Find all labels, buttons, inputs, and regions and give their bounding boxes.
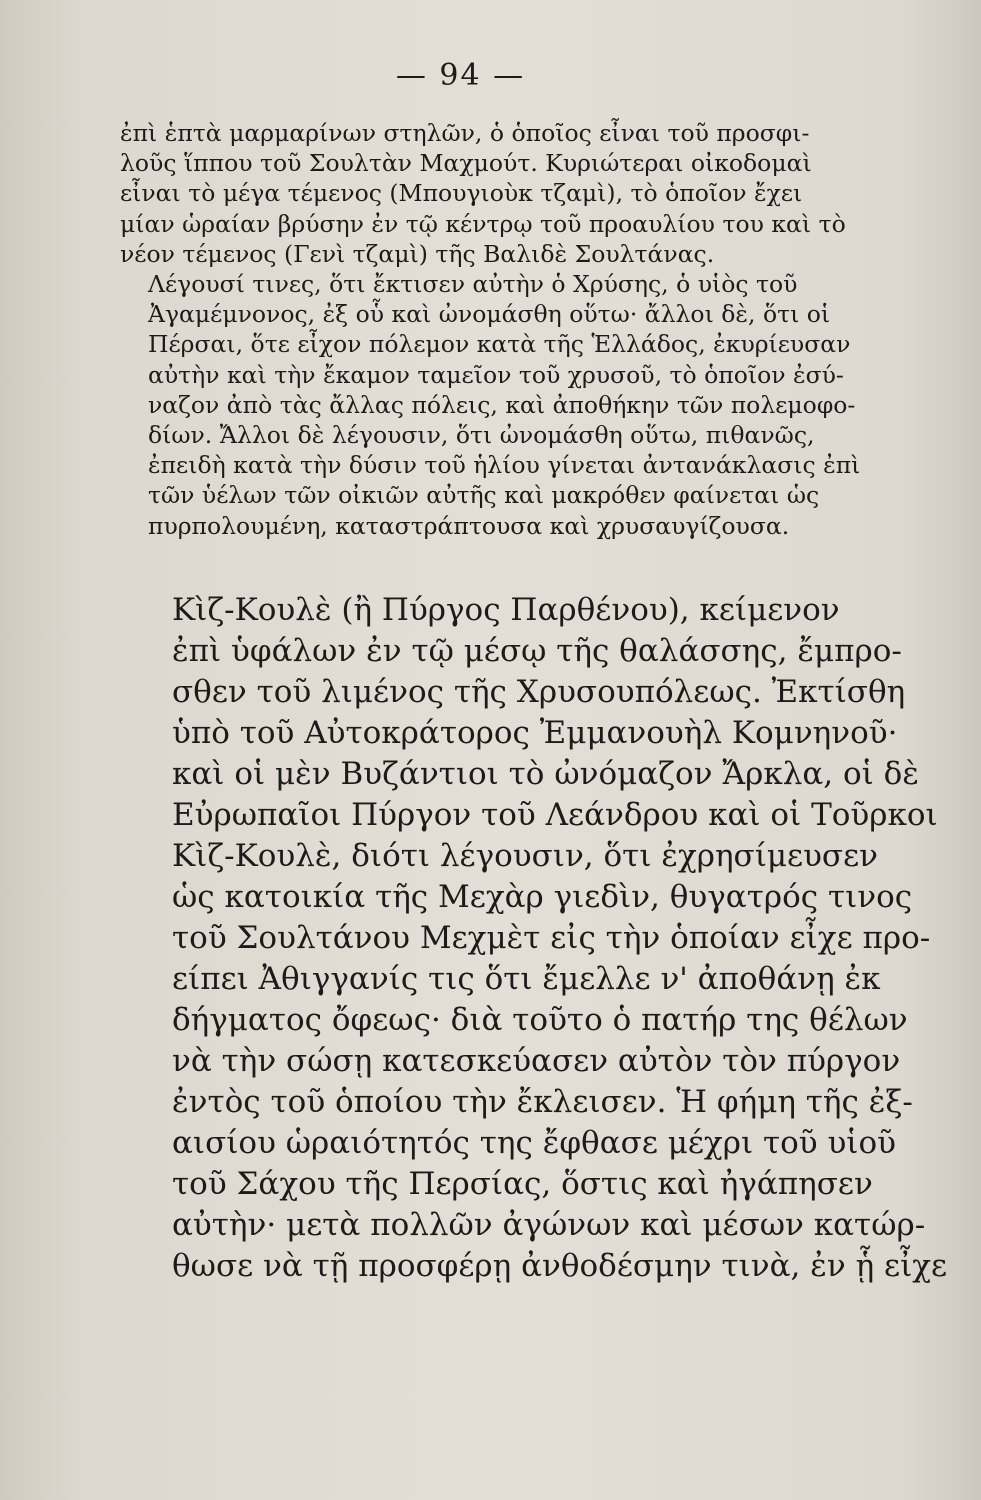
text-line: ἐπὶ ὑφάλων ἐν τῷ μέσῳ τῆς θαλάσσης, ἔμπρο- — [172, 633, 902, 669]
text-line: νέον τέμενος (Γενὶ τζαμὶ) τῆς Βαλιδὲ Σουλτάνας. — [120, 239, 715, 268]
text-line: καὶ οἱ μὲν Βυζάντιοι τὸ ὠνόμαζον Ἄρκλα, οἱ δὲ — [172, 756, 919, 792]
text-line: ἐπειδὴ κατὰ τὴν δύσιν τοῦ ἡλίου γίνεται ἀντανάκλασις ἐπὶ — [148, 451, 861, 480]
text-line: Ἀγαμέμνονος, ἐξ οὗ καὶ ὠνομάσθη οὕτω· ἄλλοι δὲ, ὅτι οἱ — [148, 300, 831, 329]
small-paragraph-1 — [120, 118, 865, 269]
text-line: εἶναι τὸ μέγα τέμενος (Μπουγιοὺκ τζαμὶ), τὸ ὁποῖον ἔχει — [120, 179, 803, 208]
text-line: μίαν ὡραίαν βρύσην ἐν τῷ κέντρῳ τοῦ προαυλίου του καὶ τὸ — [120, 209, 846, 238]
text-line: τῶν ὑέλων τῶν οἰκιῶν αὐτῆς καὶ μακρόθεν φαίνεται ὡς — [148, 481, 820, 510]
text-line: τοῦ Σουλτάνου Μεχμὲτ εἰς τὴν ὁποίαν εἶχε προ- — [172, 920, 931, 956]
text-line: πυρπολουμένη, καταστράπτουσα καὶ χρυσαυγίζουσα. — [148, 511, 790, 540]
text-line: ναζον ἀπὸ τὰς ἄλλας πόλεις, καὶ ἀποθήκην τῶν πολεμοφο- — [148, 390, 856, 419]
text-line: Κὶζ-Κουλὲ (ἢ Πύργος Παρθένου), κείμενον — [172, 592, 840, 628]
text-line: αὐτὴν καὶ τὴν ἔκαμον ταμεῖον τοῦ χρυσοῦ, τὸ ὁποῖον ἐσύ- — [148, 360, 844, 389]
text-line: δήγματος ὄφεως· διὰ τοῦτο ὁ πατήρ της θέλων — [172, 1002, 908, 1038]
text-line: αισίου ὡραιότητός της ἔφθασε μέχρι τοῦ υἱοῦ — [172, 1125, 896, 1161]
text-line: θωσε νὰ τῇ προσφέρῃ ἀνθοδέσμην τινὰ, ἐν ᾗ εἶχε — [172, 1248, 948, 1284]
text-line: δίων. Ἄλλοι δὲ λέγουσιν, ὅτι ὠνομάσθη οὕτω, πιθανῶς, — [148, 421, 815, 450]
large-paragraph — [120, 590, 948, 1287]
small-paragraph-2 — [120, 269, 865, 541]
page-number: — 94 — — [395, 58, 526, 93]
text-line: τοῦ Σάχου τῆς Περσίας, ὅστις καὶ ἠγάπησεν — [172, 1166, 873, 1202]
text-line: ἐντὸς τοῦ ὁποίου τὴν ἔκλεισεν. Ἡ φήμη τῆς ἐξ- — [172, 1084, 913, 1120]
text-line: ἐπὶ ἑπτὰ μαρμαρίνων στηλῶν, ὁ ὁποῖος εἶναι τοῦ προσφι- — [120, 119, 810, 147]
text-line: σθεν τοῦ λιμένος τῆς Χρυσουπόλεως. Ἐκτίσθη — [172, 674, 906, 710]
large-text-block — [120, 590, 948, 1287]
text-line: Κὶζ-Κουλὲ, διότι λέγουσιν, ὅτι ἐχρησίμευσεν — [172, 838, 878, 874]
text-line: ὡς κατοικία τῆς Μεχὰρ γιεδὶν, θυγατρός τινος — [172, 879, 913, 915]
text-line: νὰ τὴν σώσῃ κατεσκεύασεν αὐτὸν τὸν πύργον — [172, 1043, 901, 1079]
text-line: Λέγουσί τινες, ὅτι ἔκτισεν αὐτὴν ὁ Χρύσης, ὁ υἱὸς τοῦ — [148, 270, 798, 299]
text-line: Πέρσαι, ὅτε εἶχον πόλεμον κατὰ τῆς Ἑλλάδος, ἐκυρίευσαν — [148, 330, 851, 359]
text-line: ὑπὸ τοῦ Αὐτοκράτορος Ἐμμανουὴλ Κομνηνοῦ· — [172, 715, 898, 751]
text-line: είπει Ἀθιγγανίς τις ὅτι ἔμελλε ν' ἀποθάνῃ ἐκ — [172, 961, 881, 997]
text-line: λοῦς ἵππου τοῦ Σουλτὰν Μαχμούτ. Κυριώτεραι οἰκοδομαὶ — [120, 149, 812, 178]
text-line: αὐτὴν· μετὰ πολλῶν ἀγώνων καὶ μέσων κατώρ- — [172, 1207, 926, 1243]
text-line: Εὐρωπαῖοι Πύργον τοῦ Λεάνδρου καὶ οἱ Τοῦρκοι — [172, 797, 938, 833]
small-text-block — [120, 118, 865, 541]
